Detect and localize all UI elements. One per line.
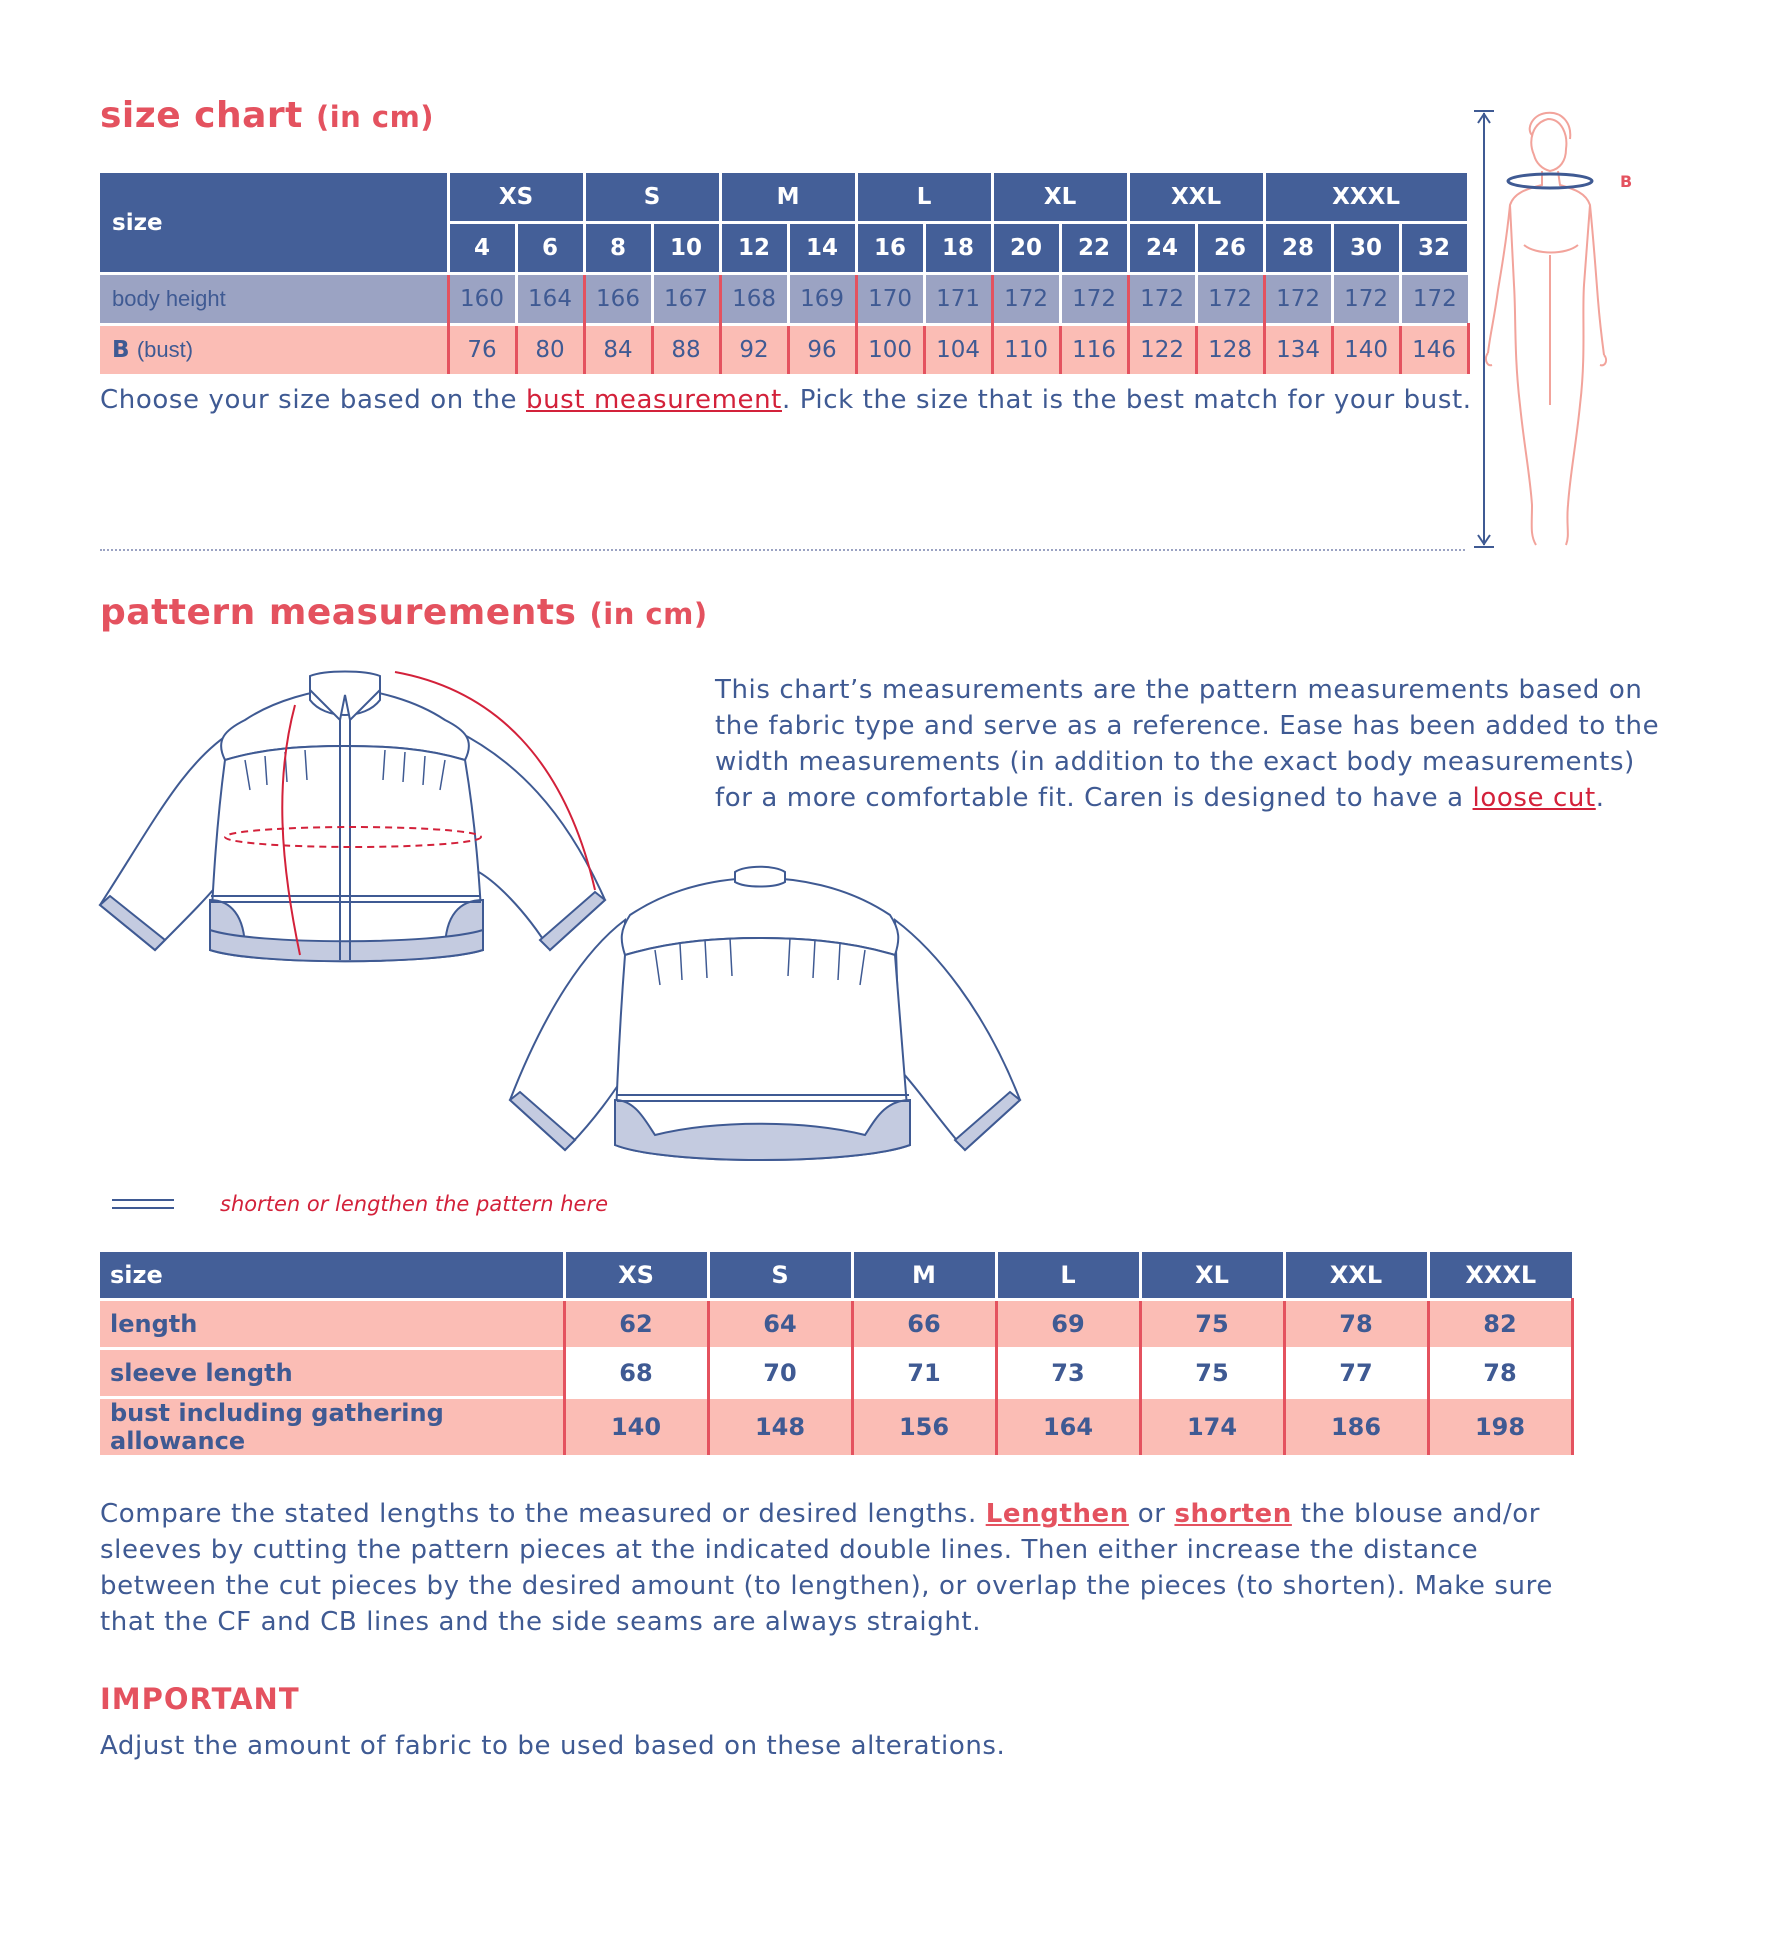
table-cell: 148 <box>708 1398 852 1456</box>
table-cell: 172 <box>1264 274 1332 325</box>
note-text: Choose your size based on the <box>100 385 526 415</box>
back-garment-illustration <box>505 860 1025 1170</box>
adjust-text: or <box>1128 1499 1175 1529</box>
alteration-legend <box>112 1195 176 1219</box>
adjust-text: Compare the stated lengths to the measured or desired lengths. <box>100 1499 986 1529</box>
size-number: 18 <box>924 223 992 274</box>
table-cell: 62 <box>564 1300 708 1349</box>
bust-gathering-row <box>100 1398 1572 1456</box>
table-cell: 78 <box>1428 1349 1572 1398</box>
table-cell: 104 <box>924 325 992 375</box>
row-label: bust including gathering allowance <box>100 1398 564 1456</box>
table-cell: 171 <box>924 274 992 325</box>
size-chart-heading <box>100 95 434 136</box>
table-cell: 64 <box>708 1300 852 1349</box>
table-cell: 116 <box>1060 325 1128 375</box>
table-cell: 68 <box>564 1349 708 1398</box>
table-cell: 172 <box>1196 274 1264 325</box>
table-cell: 169 <box>788 274 856 325</box>
table-cell: 100 <box>856 325 924 375</box>
size-number: 4 <box>448 223 516 274</box>
pattern-header-row <box>100 1252 1572 1300</box>
size-group-header: XS <box>448 173 584 223</box>
table-cell: 80 <box>516 325 584 375</box>
table-cell: 172 <box>1128 274 1196 325</box>
pattern-size-header: XXXL <box>1428 1252 1572 1300</box>
pattern-size-header: XS <box>564 1252 708 1300</box>
table-cell: 77 <box>1284 1349 1428 1398</box>
row-label-text: body height <box>112 286 226 311</box>
pattern-size-header: XL <box>1140 1252 1284 1300</box>
size-number: 8 <box>584 223 652 274</box>
pattern-size-header: L <box>996 1252 1140 1300</box>
table-cell: 66 <box>852 1300 996 1349</box>
bust-label <box>100 325 448 375</box>
size-number: 10 <box>652 223 720 274</box>
size-number: 26 <box>1196 223 1264 274</box>
table-cell: 140 <box>1332 325 1400 375</box>
table-cell: 75 <box>1140 1349 1284 1398</box>
table-cell: 84 <box>584 325 652 375</box>
table-cell: 160 <box>448 274 516 325</box>
pattern-header-label: size <box>100 1252 564 1300</box>
table-cell: 166 <box>584 274 652 325</box>
size-number: 24 <box>1128 223 1196 274</box>
size-group-header: XXL <box>1128 173 1264 223</box>
table-cell: 140 <box>564 1398 708 1456</box>
table-cell: 134 <box>1264 325 1332 375</box>
adjustment-paragraph <box>100 1496 1580 1640</box>
size-number: 22 <box>1060 223 1128 274</box>
size-number: 32 <box>1400 223 1468 274</box>
important-text: Adjust the amount of fabric to be used based on these alterations. <box>100 1731 1006 1761</box>
bust-label-bold: B <box>112 337 130 363</box>
bust-label-text: (bust) <box>136 337 194 362</box>
table-cell: 164 <box>996 1398 1140 1456</box>
pattern-measurements-table <box>100 1252 1574 1455</box>
table-cell: 75 <box>1140 1300 1284 1349</box>
size-number: 28 <box>1264 223 1332 274</box>
size-number: 14 <box>788 223 856 274</box>
size-number: 16 <box>856 223 924 274</box>
important-heading: IMPORTANT <box>100 1682 300 1716</box>
table-cell: 172 <box>992 274 1060 325</box>
table-cell: 172 <box>1060 274 1128 325</box>
table-cell: 88 <box>652 325 720 375</box>
size-group-header: XXXL <box>1264 173 1468 223</box>
adjust-text: the blouse and/or sleeves by cutting the pattern pieces at the indicated double lines. Then either increase the distance between the cut pieces by the desired amount (to lengthen), or overlap the pieces (to shorten). Make sure that the CF and CB lines and the side seams are always straight. <box>100 1499 1553 1637</box>
table-cell: 172 <box>1332 274 1400 325</box>
double-line-icon <box>112 1195 176 1215</box>
table-cell: 69 <box>996 1300 1140 1349</box>
pattern-size-header: M <box>852 1252 996 1300</box>
description-text: This chart’s measurements are the pattern measurements based on the fabric type and serve as a reference. Ease has been added to the width measurements (in addition to the exact body measurements) for a more comfortable fit. Caren is designed to have a <box>715 675 1660 813</box>
pattern-title: pattern measurements <box>100 592 577 633</box>
loose-cut-link[interactable]: loose cut <box>1472 783 1596 813</box>
pattern-size-header: S <box>708 1252 852 1300</box>
alteration-legend-text: shorten or lengthen the pattern here <box>220 1192 608 1216</box>
table-cell: 76 <box>448 325 516 375</box>
bust-figure-label: B <box>1620 172 1633 191</box>
table-cell: 156 <box>852 1398 996 1456</box>
table-cell: 164 <box>516 274 584 325</box>
length-row <box>100 1300 1572 1349</box>
size-number: 20 <box>992 223 1060 274</box>
row-label: length <box>100 1300 564 1349</box>
bust-measurement-link[interactable]: bust measurement <box>526 385 782 415</box>
table-cell: 174 <box>1140 1398 1284 1456</box>
lengthen-link[interactable]: Lengthen <box>985 1499 1129 1529</box>
size-group-header: XL <box>992 173 1128 223</box>
body-figure-illustration <box>1470 105 1650 560</box>
table-cell: 78 <box>1284 1300 1428 1349</box>
size-chart-unit: (in cm) <box>315 100 435 134</box>
note-text: . Pick the size that is the best match for your bust. <box>781 385 1472 415</box>
table-cell: 172 <box>1400 274 1468 325</box>
size-number: 30 <box>1332 223 1400 274</box>
body-height-label <box>100 274 448 325</box>
pattern-heading <box>100 592 708 633</box>
body-height-row <box>100 274 1468 325</box>
table-cell: 70 <box>708 1349 852 1398</box>
size-chart-note <box>100 382 1500 418</box>
size-number: 12 <box>720 223 788 274</box>
table-cell: 96 <box>788 325 856 375</box>
size-group-header: L <box>856 173 992 223</box>
size-group-header: S <box>584 173 720 223</box>
description-text: . <box>1595 783 1605 813</box>
table-cell: 168 <box>720 274 788 325</box>
table-cell: 198 <box>1428 1398 1572 1456</box>
table-cell: 186 <box>1284 1398 1428 1456</box>
size-number: 6 <box>516 223 584 274</box>
bust-band <box>1508 174 1592 188</box>
shorten-link[interactable]: shorten <box>1174 1499 1292 1529</box>
pattern-size-header: XXL <box>1284 1252 1428 1300</box>
size-header-label: size <box>100 173 448 274</box>
table-cell: 122 <box>1128 325 1196 375</box>
table-cell: 82 <box>1428 1300 1572 1349</box>
bust-row <box>100 325 1468 375</box>
pattern-unit: (in cm) <box>589 597 708 631</box>
size-group-row <box>100 173 1468 223</box>
size-chart-title: size chart <box>100 95 303 136</box>
pattern-description <box>715 672 1670 816</box>
table-cell: 73 <box>996 1349 1140 1398</box>
size-chart-table <box>100 173 1470 374</box>
table-cell: 71 <box>852 1349 996 1398</box>
table-cell: 170 <box>856 274 924 325</box>
sleeve-length-row <box>100 1349 1572 1398</box>
section-divider <box>100 549 1465 551</box>
table-cell: 146 <box>1400 325 1468 375</box>
back-garment-outline <box>510 867 1020 1160</box>
row-label: sleeve length <box>100 1349 564 1398</box>
table-cell: 167 <box>652 274 720 325</box>
table-cell: 110 <box>992 325 1060 375</box>
table-cell: 92 <box>720 325 788 375</box>
table-cell: 128 <box>1196 325 1264 375</box>
size-group-header: M <box>720 173 856 223</box>
